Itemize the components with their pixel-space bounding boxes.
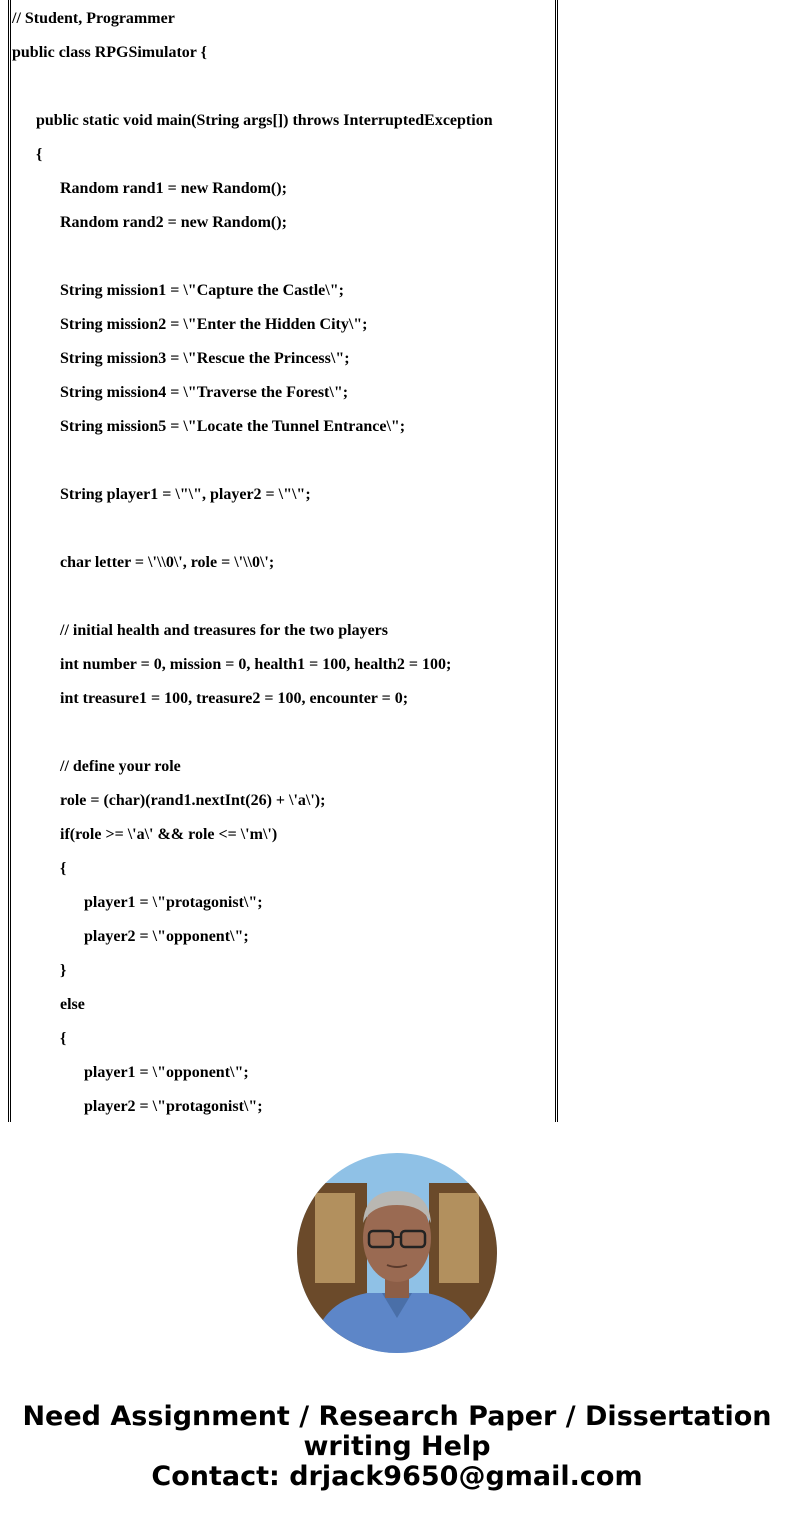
blank-line [12,238,559,272]
code-line: char letter = \'\\0\', role = \'\\0\'; [60,554,275,571]
photo-carving-left [315,1193,355,1283]
code-line: public class RPGSimulator { [12,44,207,61]
code-lines [12,0,559,1122]
author-photo-icon [297,1153,497,1353]
code-line: // define your role [60,758,181,775]
code-line: // Student, Programmer [12,10,175,27]
code-line: { [36,146,43,163]
code-line: { [60,860,67,877]
code-line: String mission2 = \"Enter the Hidden City\"; [60,316,368,333]
code-line: if(role >= \'a\' && role <= \'m\') [60,826,278,843]
blank-line [12,68,559,102]
code-line: player1 = \"opponent\"; [84,1064,249,1081]
code-line: player2 = \"opponent\"; [84,928,249,945]
promo-banner [0,1402,794,1492]
left-border-outer [8,0,9,1122]
blank-line [12,442,559,476]
code-line: Random rand1 = new Random(); [60,180,287,197]
code-line: } [60,962,67,979]
author-photo [297,1153,497,1353]
code-line: int treasure1 = 100, treasure2 = 100, encounter = 0; [60,690,409,707]
promo-line-1: Need Assignment / Research Paper / Dissertation [22,1401,772,1432]
code-line: { [60,1030,67,1047]
code-line: String mission3 = \"Rescue the Princess\"; [60,350,350,367]
code-line: String mission4 = \"Traverse the Forest\"; [60,384,349,401]
photo-carving-right [439,1193,479,1283]
code-line: String player1 = \"\", player2 = \"\"; [60,486,311,503]
promo-line-2: writing Help [303,1431,491,1462]
code-line: else [60,996,85,1013]
code-line: int number = 0, mission = 0, health1 = 100, health2 = 100; [60,656,452,673]
code-line: public static void main(String args[]) throws InterruptedException [36,112,493,129]
code-line: String mission1 = \"Capture the Castle\"; [60,282,344,299]
code-line: player1 = \"protagonist\"; [84,894,263,911]
code-line: player2 = \"protagonist\"; [84,1098,263,1115]
code-line: String mission5 = \"Locate the Tunnel Entrance\"; [60,418,406,435]
blank-line [12,510,559,544]
left-border-inner [10,0,11,1122]
blank-line [12,578,559,612]
blank-line [12,714,559,748]
code-line: Random rand2 = new Random(); [60,214,287,231]
code-line: role = (char)(rand1.nextInt(26) + \'a\'); [60,792,326,809]
code-line: // initial health and treasures for the two players [60,622,388,639]
promo-contact: Contact: drjack9650@gmail.com [151,1461,643,1492]
